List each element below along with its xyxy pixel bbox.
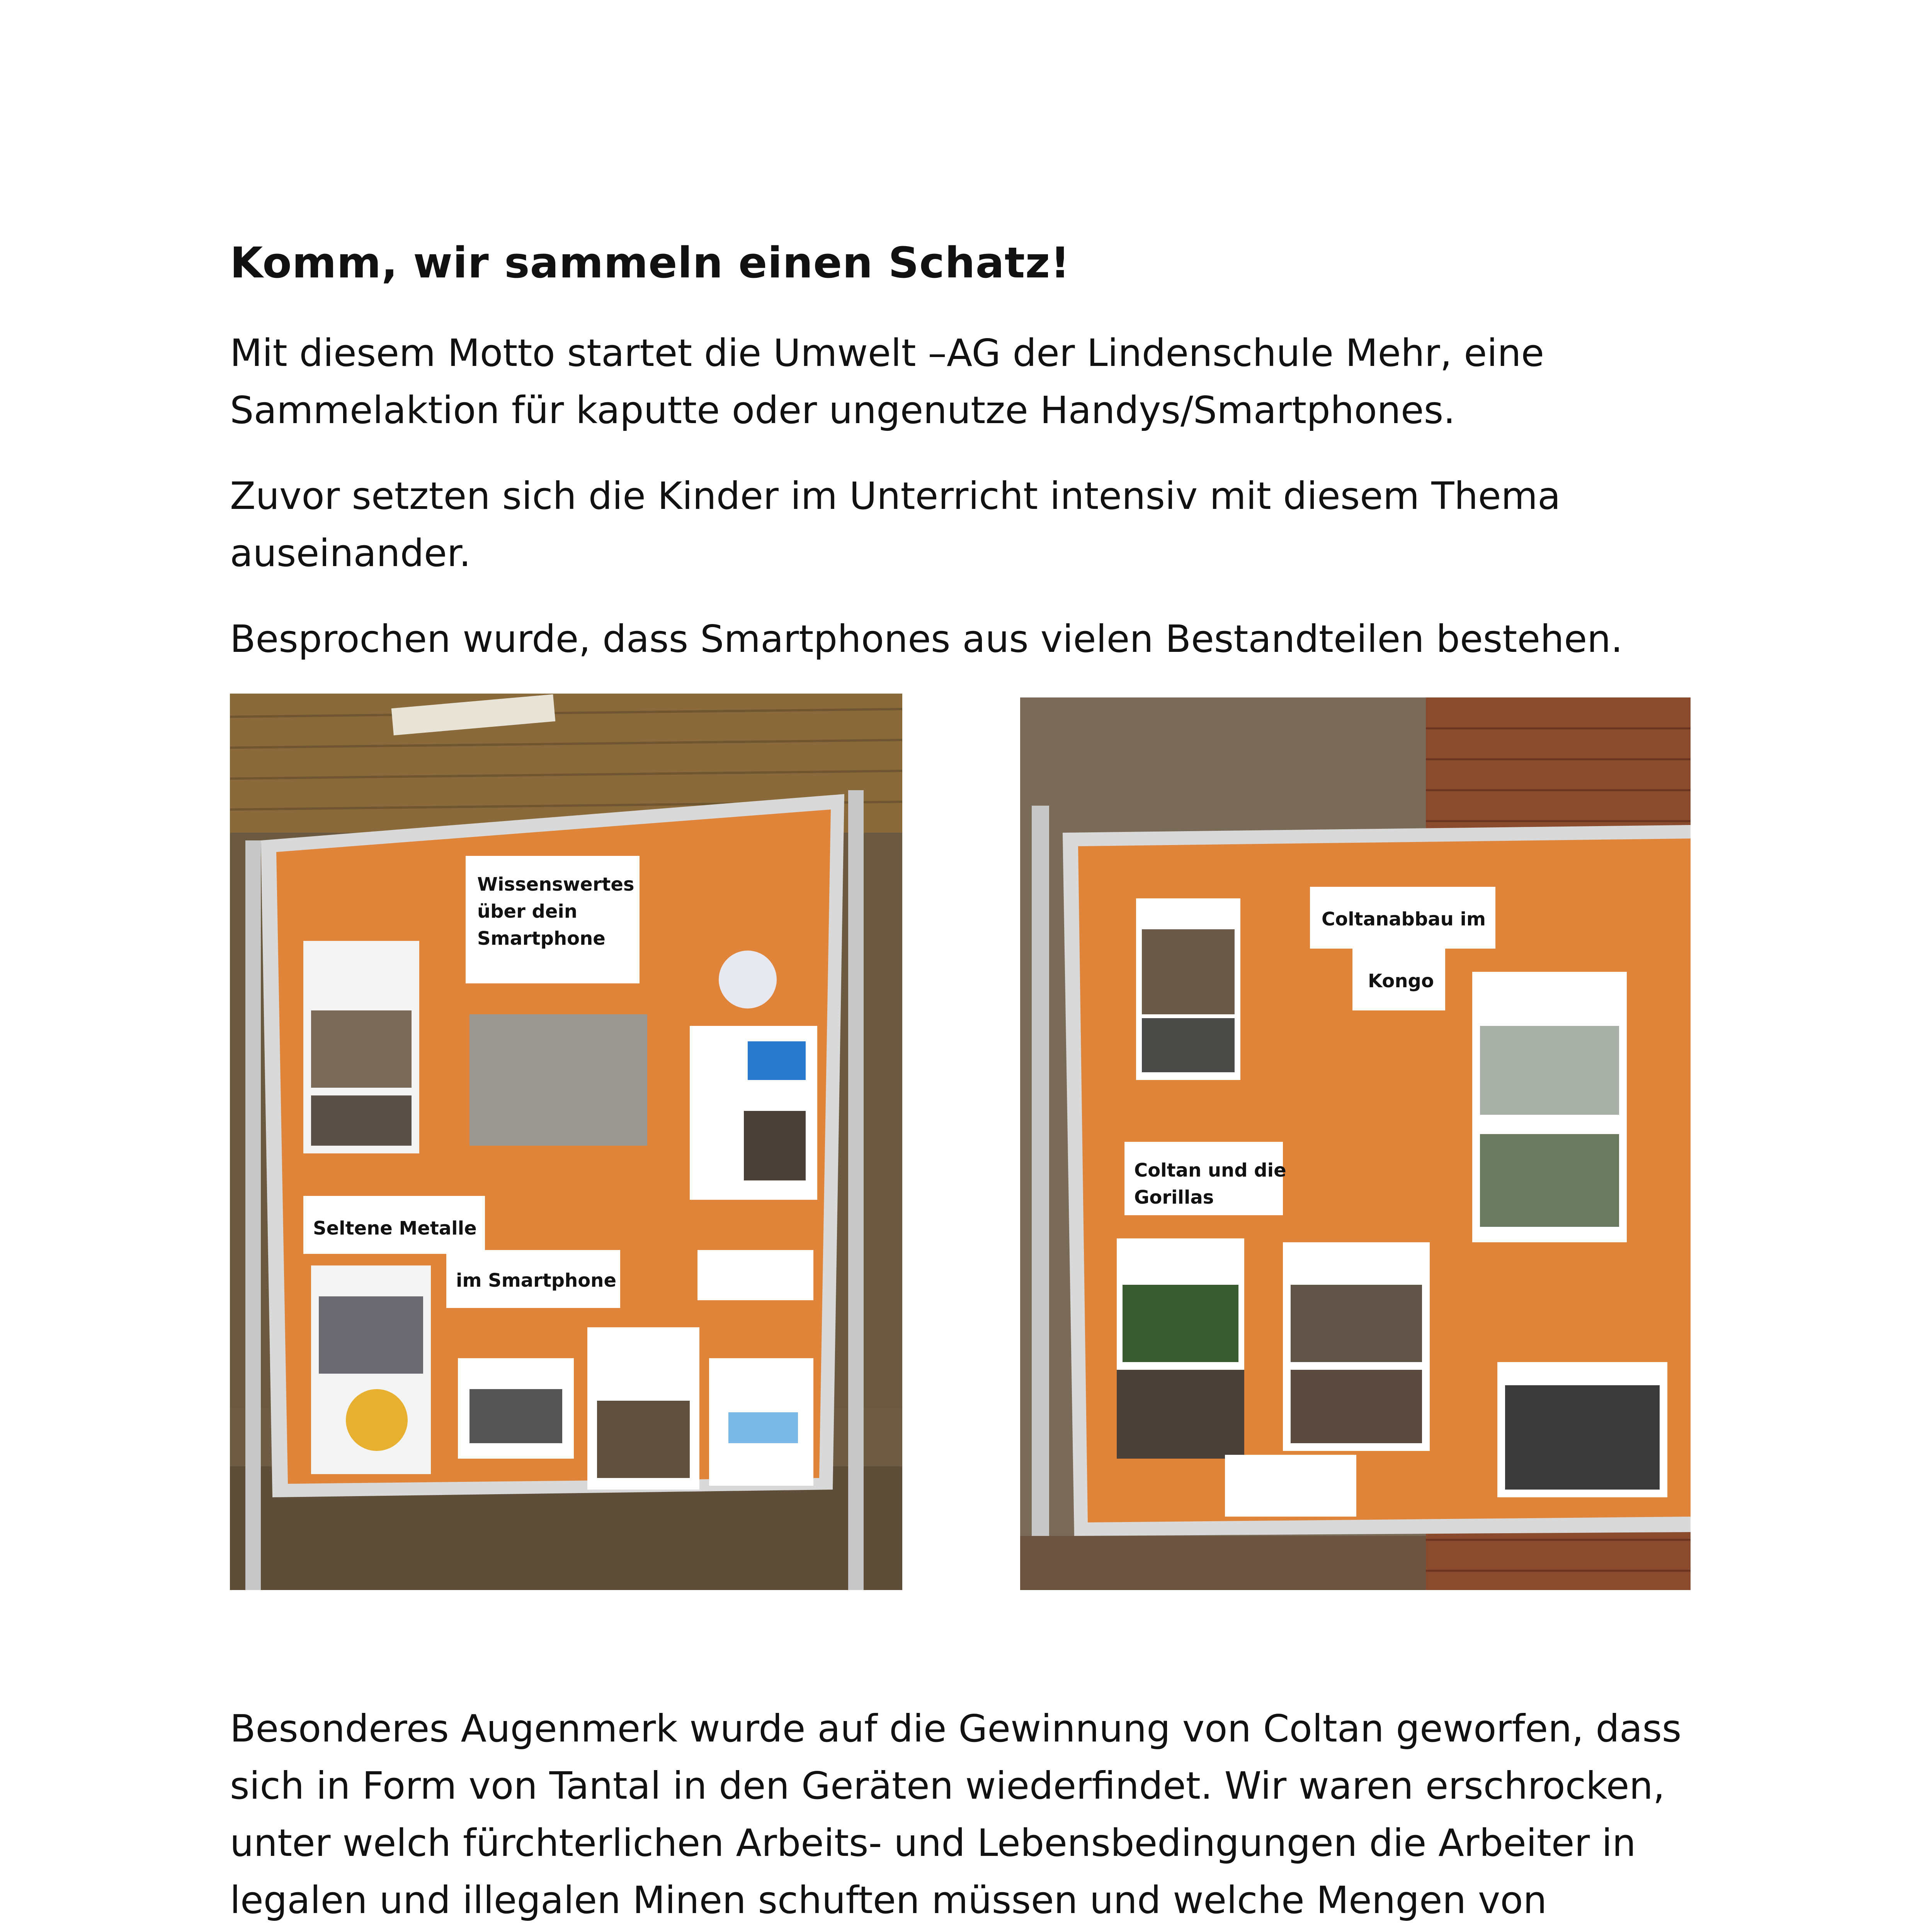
- paragraph-intro: Mit diesem Motto startet die Umwelt –AG der Lindenschule Mehr, eine Sammelaktion für kaputte oder ungenutze Handys/Smartphones.: [230, 331, 1544, 432]
- paragraph-components: Besprochen wurde, dass Smartphones aus vielen Bestandteilen bestehen.: [230, 617, 1623, 661]
- label-seltene-metalle: Seltene Metalle: [313, 1218, 477, 1239]
- paragraph-lesson: Zuvor setzten sich die Kinder im Unterricht intensiv mit diesem Thema auseinander.: [230, 474, 1561, 575]
- photo-right-board: [1020, 697, 1691, 1590]
- label-coltanabbau: Coltanabbau im: [1322, 908, 1486, 930]
- label-im-smartphone: im Smartphone: [456, 1270, 617, 1291]
- photo-left-board: [230, 694, 902, 1590]
- label-kongo: Kongo: [1368, 970, 1434, 992]
- paragraph-coltan: Besonderes Augenmerk wurde auf die Gewinnung von Coltan geworfen, dass sich in Form von Tantal in den Geräten wiederfindet. Wir waren erschrocken, unter welch fürchterlichen Arbeits- und Lebensbedingungen die Arbeiter in legalen und illegalen Minen schuften müssen und welche Mengen von: [230, 1707, 1682, 1922]
- page-title: Komm, wir sammeln einen Schatz!: [230, 238, 1070, 287]
- label-wissenswertes: Wissenswertes: [477, 874, 634, 895]
- label-smartphone: Smartphone: [477, 928, 606, 949]
- label-gorillas: Gorillas: [1134, 1187, 1214, 1208]
- label-coltan-gorillas: Coltan und die: [1134, 1160, 1286, 1181]
- label-ueber-dein: über dein: [477, 901, 578, 922]
